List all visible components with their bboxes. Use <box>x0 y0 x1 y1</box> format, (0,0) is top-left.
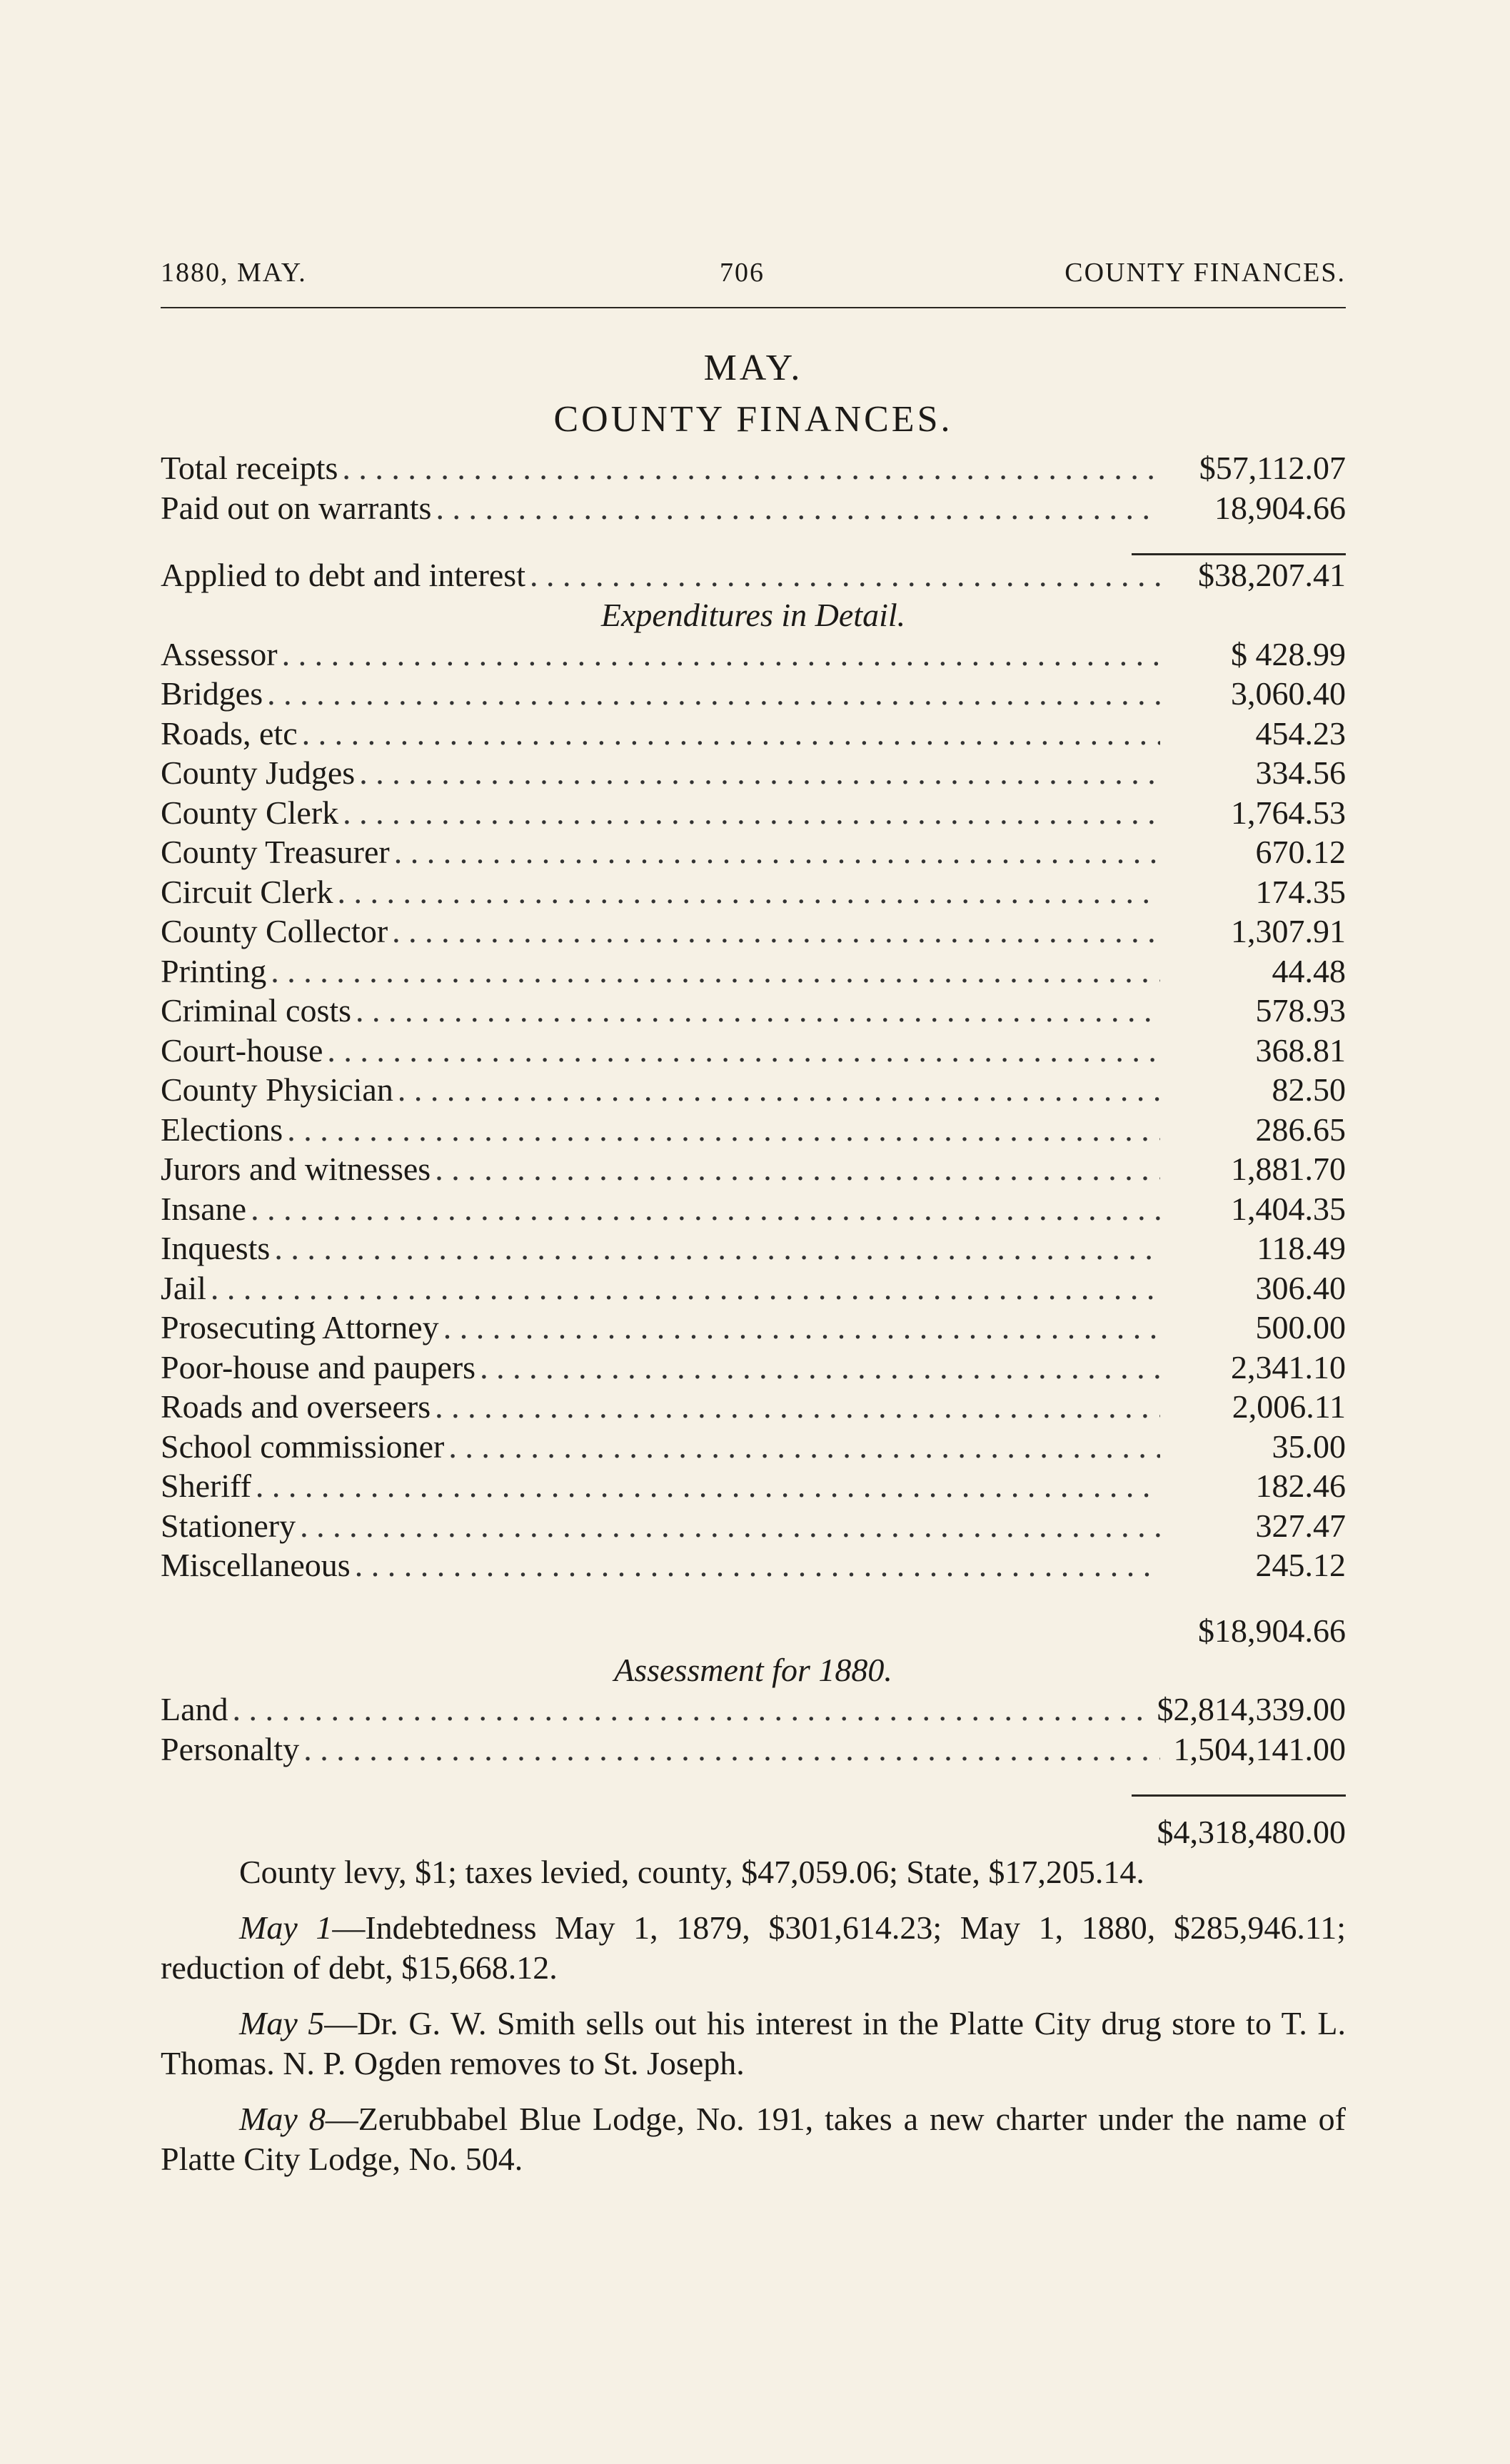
expenditure-label: School commissioner <box>161 1428 445 1465</box>
expenditure-label: Roads and overseers <box>161 1388 431 1425</box>
summary-label: Total receipts <box>161 450 338 486</box>
expenditure-label: County Physician <box>161 1071 393 1108</box>
expenditure-label: Stationery <box>161 1507 296 1544</box>
expenditure-amount: 3,060.40 <box>1231 675 1346 712</box>
expenditure-amount: 1,881.70 <box>1231 1151 1346 1187</box>
dot-leader <box>436 488 1160 528</box>
expenditure-row <box>161 1268 1346 1308</box>
expenditure-row <box>161 1387 1346 1427</box>
month-heading: MAY. <box>703 348 803 388</box>
expenditure-label: Printing <box>161 952 267 989</box>
dot-leader <box>435 1387 1160 1427</box>
expenditure-amount: 1,764.53 <box>1231 794 1346 831</box>
dot-leader <box>300 1506 1160 1546</box>
chronicle-entry <box>161 2004 1346 2084</box>
expenditure-amount: 1,307.91 <box>1231 913 1346 949</box>
dot-leader <box>448 1427 1160 1467</box>
expenditure-row <box>161 872 1346 912</box>
expenditure-label: County Clerk <box>161 794 339 831</box>
expenditure-row <box>161 1308 1346 1348</box>
expenditure-amount: 334.56 <box>1255 754 1346 791</box>
summary-amount: 18,904.66 <box>1214 489 1346 526</box>
expenditure-amount: 1,404.35 <box>1231 1190 1346 1227</box>
entry-date: May 5 <box>239 2004 325 2041</box>
assessment-total: $4,318,480.00 <box>1157 1814 1346 1850</box>
entry-text: —Dr. G. W. Smith sells out his interest in the Platte City drug store to T. L. Thomas. N. P. Ogden removes to St. Joseph. <box>161 2004 1346 2081</box>
assessment-heading: Assessment for 1880. <box>614 1652 892 1688</box>
expenditure-row <box>161 1189 1346 1229</box>
page <box>161 257 1346 2179</box>
expenditure-row <box>161 1149 1346 1189</box>
expenditure-row <box>161 1031 1346 1071</box>
expenditure-label: Jurors and witnesses <box>161 1151 431 1187</box>
assessment-row <box>161 1730 1346 1769</box>
expenditure-row <box>161 635 1346 675</box>
dot-leader <box>343 793 1160 833</box>
expenditure-row <box>161 714 1346 754</box>
expenditure-label: Prosecuting Attorney <box>161 1309 439 1345</box>
expenditure-label: Assessor <box>161 635 278 672</box>
expenditure-label: County Collector <box>161 913 388 949</box>
assessment-label: Personalty <box>161 1730 300 1767</box>
dot-leader <box>398 1070 1160 1110</box>
expenditure-label: Insane <box>161 1190 247 1227</box>
entry-text: —Indebtedness May 1, 1879, $301,614.23; May 1, 1880, $285,946.11; reduction of debt, $15,668.12. <box>161 1909 1346 1986</box>
expenditure-amount: 578.93 <box>1255 992 1346 1029</box>
expenditure-amount: 454.23 <box>1255 715 1346 752</box>
expenditure-row <box>161 912 1346 951</box>
page-number: 706 <box>720 258 765 288</box>
running-head-date: 1880, MAY. <box>161 258 307 288</box>
expenditures-total: $18,904.66 <box>1198 1612 1346 1649</box>
expenditure-amount: 368.81 <box>1255 1031 1346 1069</box>
expenditure-row <box>161 1348 1346 1388</box>
expenditure-amount: 327.47 <box>1255 1507 1346 1544</box>
expenditure-row <box>161 951 1346 991</box>
summary-row <box>161 488 1346 528</box>
expenditure-label: Elections <box>161 1111 283 1148</box>
chronicle-entry <box>161 1908 1346 1988</box>
entry-date: May 8 <box>239 2100 326 2137</box>
expenditure-amount: 286.65 <box>1255 1111 1346 1148</box>
expenditure-amount: 2,006.11 <box>1232 1388 1346 1425</box>
expenditure-label: County Judges <box>161 754 356 791</box>
dot-leader <box>274 1228 1160 1268</box>
dot-leader <box>233 1690 1150 1730</box>
expenditure-row <box>161 1427 1346 1467</box>
assessment-row <box>161 1690 1346 1730</box>
expenditure-amount: 2,341.10 <box>1231 1348 1346 1385</box>
dot-leader <box>392 912 1160 951</box>
dot-leader <box>282 635 1160 675</box>
expenditure-label: Criminal costs <box>161 992 352 1029</box>
dot-leader <box>287 1110 1160 1150</box>
dot-leader <box>327 1031 1160 1071</box>
applied-row <box>161 555 1346 595</box>
expenditure-row <box>161 1545 1346 1585</box>
summary-row <box>161 448 1346 488</box>
expenditure-amount: 44.48 <box>1272 952 1346 989</box>
dot-leader <box>342 448 1160 488</box>
expenditure-label: Bridges <box>161 675 263 712</box>
expenditure-row <box>161 1466 1346 1506</box>
expenditure-label: Jail <box>161 1269 206 1306</box>
expenditure-amount: 670.12 <box>1255 834 1346 870</box>
section-heading: COUNTY FINANCES. <box>553 399 953 440</box>
dot-leader <box>359 753 1160 793</box>
expenditure-amount: 35.00 <box>1272 1428 1346 1465</box>
dot-leader <box>394 832 1160 872</box>
dot-leader <box>211 1268 1160 1308</box>
expenditure-amount: 182.46 <box>1255 1468 1346 1504</box>
dot-leader <box>356 991 1160 1031</box>
expenditure-row <box>161 1228 1346 1268</box>
assessment-table <box>161 1690 1346 1769</box>
expenditure-label: Inquests <box>161 1230 271 1266</box>
expenditure-row <box>161 674 1346 714</box>
dot-leader <box>435 1149 1160 1189</box>
running-head <box>161 257 1346 308</box>
dot-leader <box>355 1545 1160 1585</box>
assessment-amount: 1,504,141.00 <box>1173 1730 1346 1767</box>
summary-table <box>161 448 1346 527</box>
expenditure-amount: 174.35 <box>1255 873 1346 910</box>
dot-leader <box>251 1189 1160 1229</box>
applied-label: Applied to debt and interest <box>161 557 525 593</box>
expenditure-label: Miscellaneous <box>161 1547 351 1583</box>
dot-leader <box>256 1466 1160 1506</box>
levy-paragraph <box>161 1852 1346 1892</box>
expenditure-row <box>161 1070 1346 1110</box>
expenditure-row <box>161 1506 1346 1546</box>
expenditures-heading: Expenditures in Detail. <box>600 596 906 633</box>
expenditure-amount: 82.50 <box>1272 1071 1346 1108</box>
summary-amount: $57,112.07 <box>1199 450 1346 486</box>
expenditure-label: County Treasurer <box>161 834 390 870</box>
dot-leader <box>480 1348 1160 1388</box>
assessment-amount: $2,814,339.00 <box>1157 1691 1346 1727</box>
chronicle-entry <box>161 2099 1346 2179</box>
expenditure-label: Court-house <box>161 1031 323 1069</box>
expenditure-amount: 500.00 <box>1255 1309 1346 1345</box>
dot-leader <box>303 1730 1160 1769</box>
dot-leader <box>530 555 1160 595</box>
expenditures-table <box>161 635 1346 1585</box>
running-head-title: COUNTY FINANCES. <box>1064 258 1346 288</box>
entry-text: —Zerubbabel Blue Lodge, No. 191, takes a new charter under the name of Platte City Lodge, No. 504. <box>161 2100 1346 2177</box>
entry-text: County levy, $1; taxes levied, county, $47,059.06; State, $17,205.14. <box>239 1853 1144 1890</box>
dot-leader <box>302 714 1160 754</box>
expenditure-row <box>161 832 1346 872</box>
dot-leader <box>337 872 1160 912</box>
entry-date: May 1 <box>239 1909 333 1946</box>
expenditure-label: Poor-house and paupers <box>161 1348 476 1385</box>
expenditure-label: Sheriff <box>161 1468 251 1504</box>
dot-leader <box>267 674 1160 714</box>
expenditure-row <box>161 1110 1346 1150</box>
assessment-label: Land <box>161 1691 228 1727</box>
expenditure-amount: 306.40 <box>1255 1269 1346 1306</box>
expenditure-label: Roads, etc <box>161 715 298 752</box>
dot-leader <box>443 1308 1160 1348</box>
expenditure-row <box>161 991 1346 1031</box>
expenditure-amount: $ 428.99 <box>1231 635 1346 672</box>
expenditure-row <box>161 793 1346 833</box>
expenditure-row <box>161 753 1346 793</box>
expenditure-amount: 245.12 <box>1255 1547 1346 1583</box>
dot-leader <box>271 951 1160 991</box>
summary-label: Paid out on warrants <box>161 489 432 526</box>
expenditure-label: Circuit Clerk <box>161 873 333 910</box>
applied-amount: $38,207.41 <box>1198 557 1346 593</box>
expenditure-amount: 118.49 <box>1257 1230 1346 1266</box>
